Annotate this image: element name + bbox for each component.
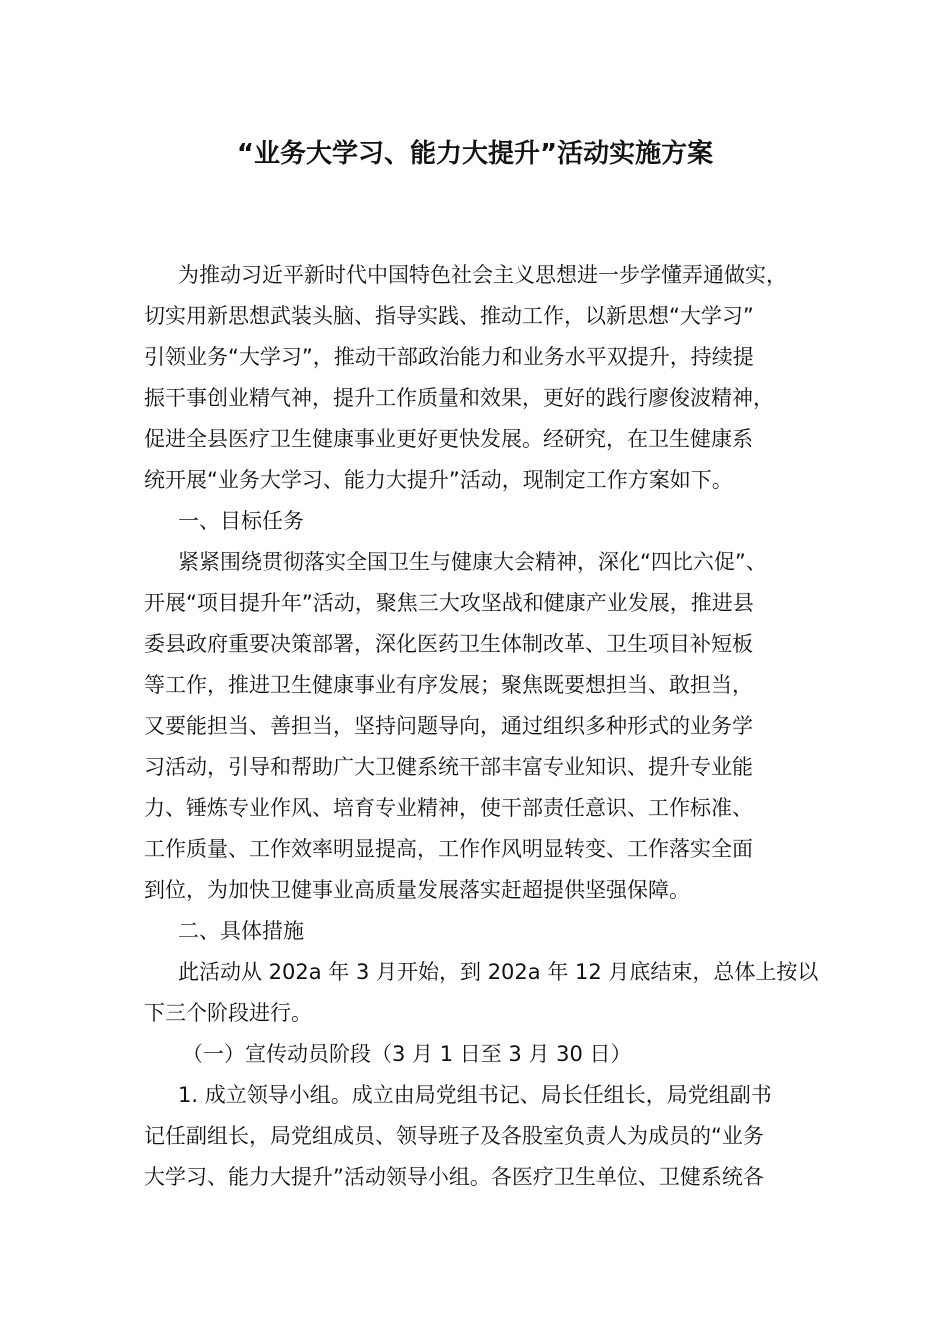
body-line: 二、具体措施	[178, 919, 304, 943]
body-line: 开展“项目提升年”活动，聚焦三大攻坚战和健康产业发展，推进县	[144, 591, 754, 615]
body-line: 习活动，引导和帮助广大卫健系统干部丰富专业知识、提升专业能	[144, 755, 753, 779]
body-line: 引领业务“大学习”，推动干部政治能力和业务水平双提升，持续提	[144, 345, 754, 369]
body-line: 工作质量、工作效率明显提高，工作作风明显转变、工作落实全面	[144, 837, 753, 861]
body-line: 1. 成立领导小组。成立由局党组书记、局长任组长，局党组副书	[178, 1083, 772, 1107]
body-line: 委县政府重要决策部署，深化医药卫生体制改革、卫生项目补短板	[144, 632, 753, 656]
body-line: 振干事创业精气神，提升工作质量和效果，更好的践行廖俊波精神，	[144, 386, 774, 410]
body-line: 统开展“业务大学习、能力大提升”活动，现制定工作方案如下。	[144, 468, 733, 492]
body-line: 此活动从 202a 年 3 月开始，到 202a 年 12 月底结束，总体上按以	[178, 960, 819, 984]
body-line: 又要能担当、善担当，坚持问题导向，通过组织多种形式的业务学	[144, 714, 753, 738]
body-line: 力、锤炼专业作风、培育专业精神，使干部责任意识、工作标准、	[144, 796, 753, 820]
body-line: 切实用新思想武装头脑、指导实践、推动工作，以新思想“大学习”	[144, 304, 754, 328]
document-body	[144, 255, 834, 1198]
body-line: 大学习、能力大提升”活动领导小组。各医疗卫生单位、卫健系统各	[144, 1165, 764, 1189]
body-line: 促进全县医疗卫生健康事业更好更快发展。经研究，在卫生健康系	[144, 427, 753, 451]
body-line: （一）宣传动员阶段（3 月 1 日至 3 月 30 日）	[182, 1042, 632, 1066]
body-line: 紧紧围绕贯彻落实全国卫生与健康大会精神，深化“四比六促”、	[178, 550, 767, 574]
body-line: 一、目标任务	[178, 509, 304, 533]
body-line: 到位，为加快卫健事业高质量发展落实赶超提供坚强保障。	[144, 878, 690, 902]
body-line: 记任副组长，局党组成员、领导班子及各股室负责人为成员的“业务	[144, 1124, 764, 1148]
body-line: 为推动习近平新时代中国特色社会主义思想进一步学懂弄通做实，	[178, 263, 787, 287]
document-title: “业务大学习、能力大提升”活动实施方案	[236, 139, 714, 169]
body-line: 等工作，推进卫生健康事业有序发展；聚焦既要想担当、敢担当，	[144, 673, 753, 697]
body-line: 下三个阶段进行。	[144, 1001, 312, 1025]
